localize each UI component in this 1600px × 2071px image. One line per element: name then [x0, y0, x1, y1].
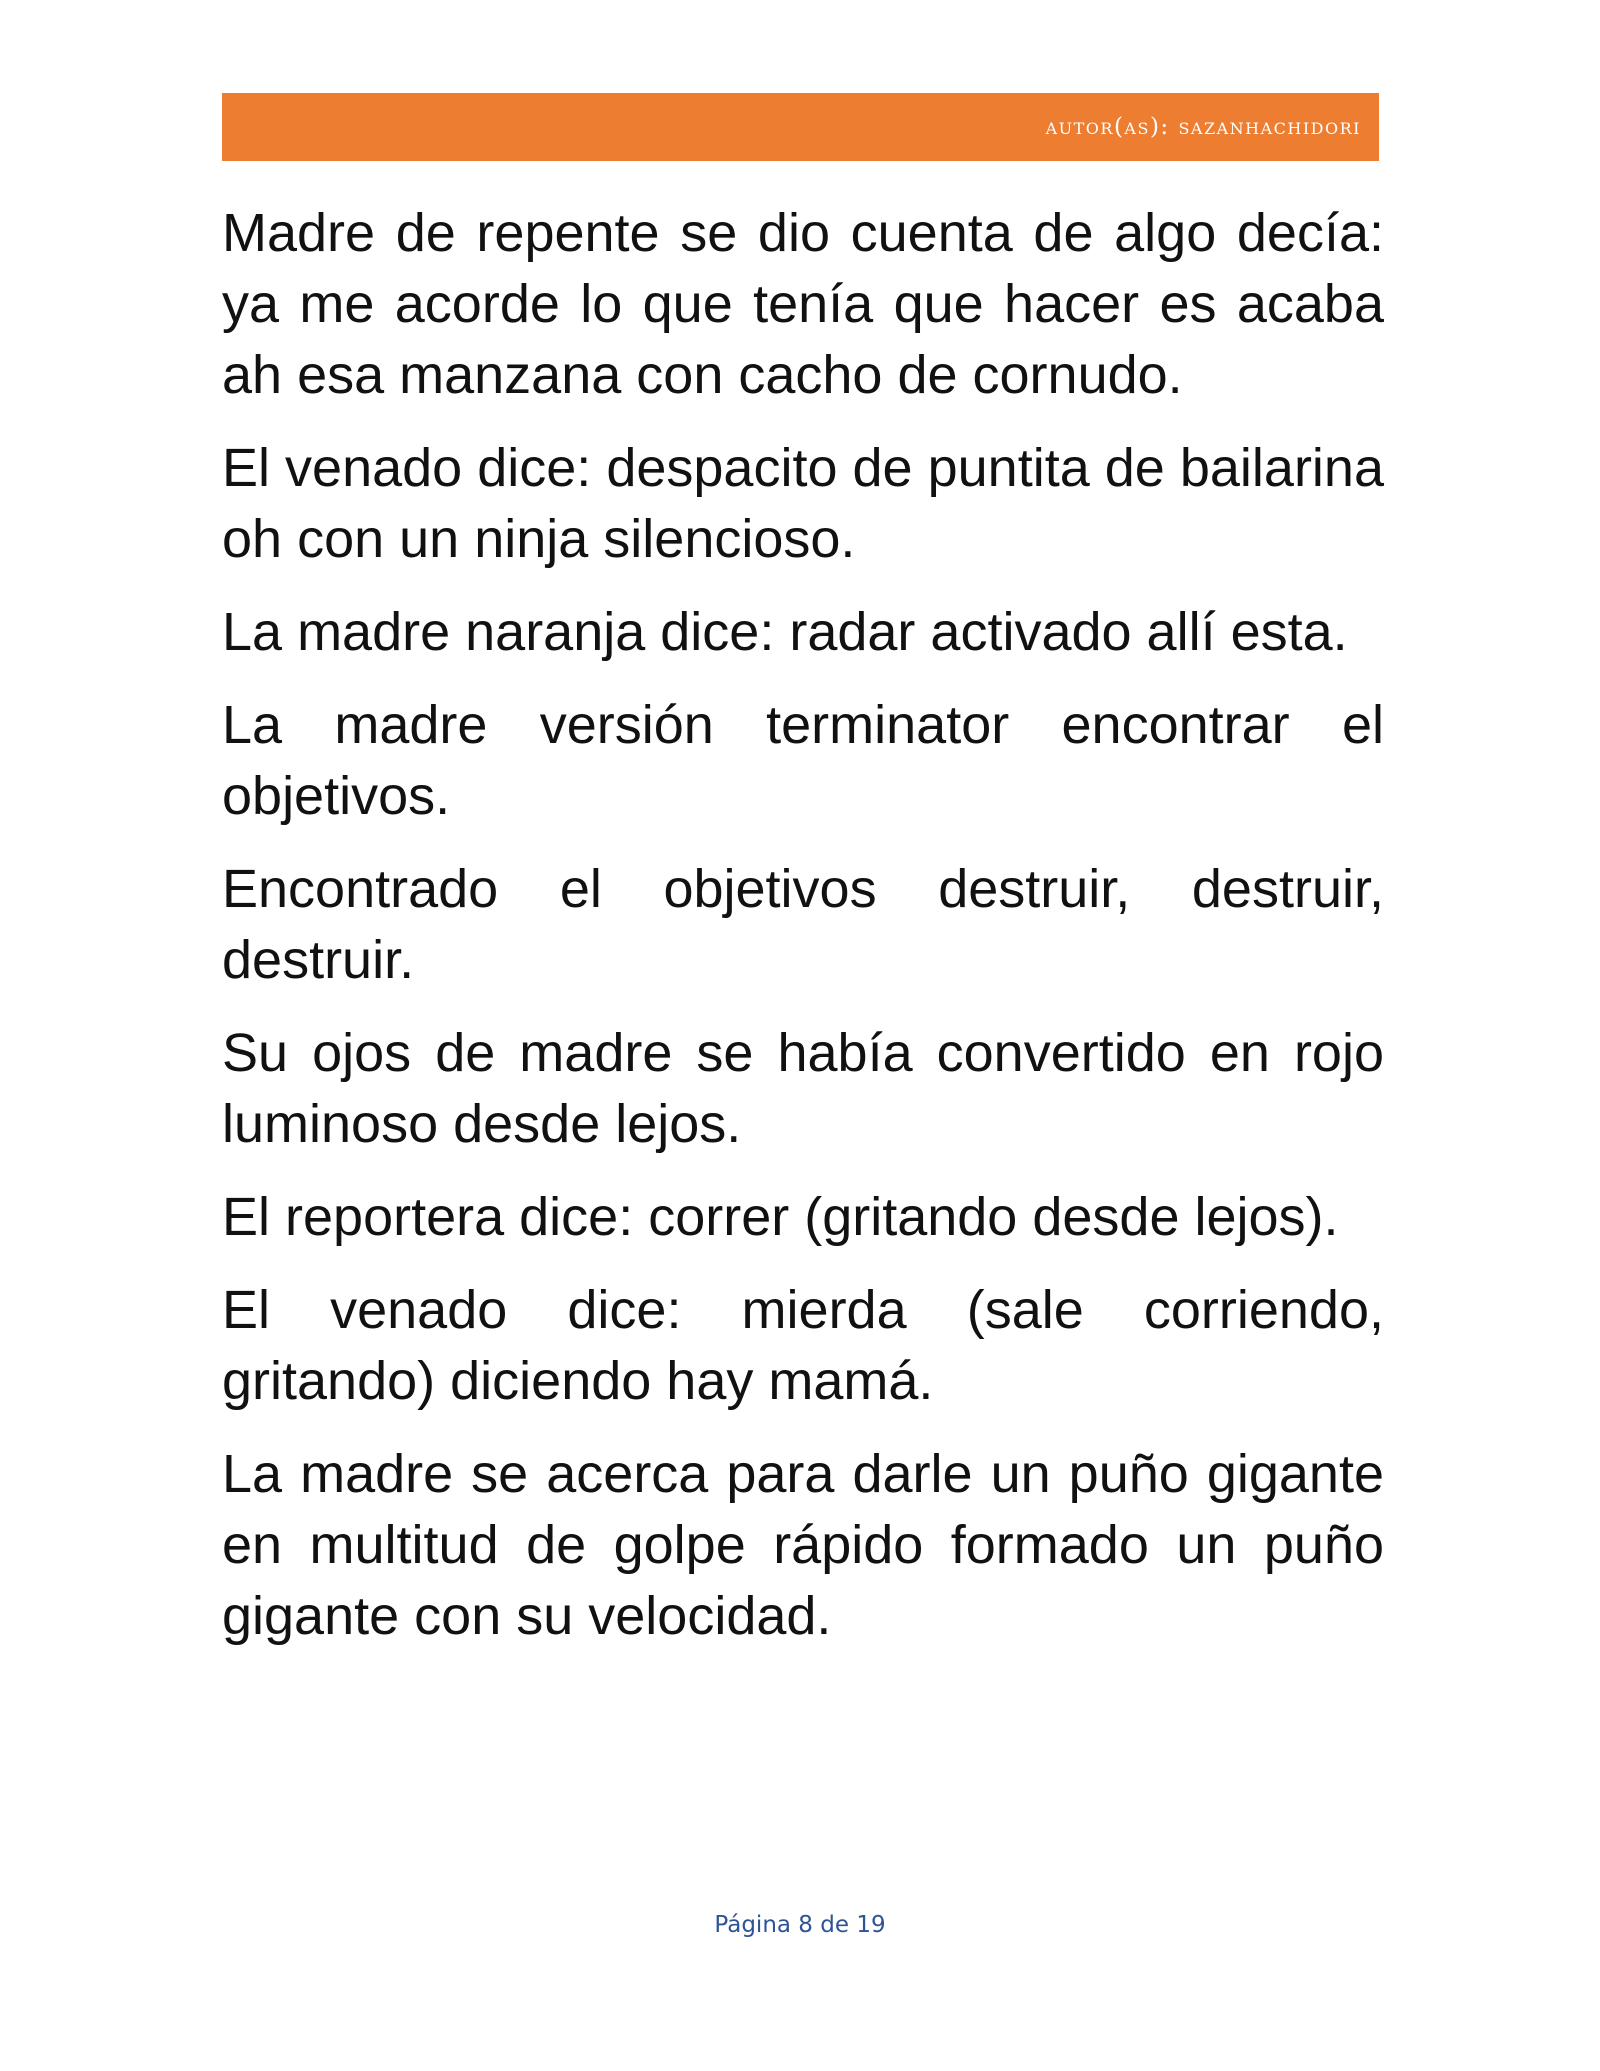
paragraph: El venado dice: despacito de puntita de bailarina oh con un ninja silencioso.: [222, 438, 1384, 569]
paragraph: Su ojos de madre se había convertido en rojo luminoso desde lejos.: [222, 1023, 1384, 1154]
page-number-footer: Página 8 de 19: [714, 1912, 886, 1938]
paragraph: Encontrado el objetivos destruir, destruir, destruir.: [222, 859, 1384, 990]
paragraph: La madre versión terminator encontrar el objetivos.: [222, 695, 1384, 826]
document-body: [222, 198, 1384, 1674]
paragraph: La madre naranja dice: radar activado allí esta.: [222, 602, 1348, 662]
paragraph: La madre se acerca para darle un puño gigante en multitud de golpe rápido formado un puño gigante con su velocidad.: [222, 1444, 1384, 1646]
author-header: autor(as): sazanhachidori: [1045, 114, 1361, 140]
paragraph: El reportera dice: correr (gritando desde lejos).: [222, 1187, 1339, 1247]
header-bar: [222, 93, 1379, 161]
paragraph: Madre de repente se dio cuenta de algo decía: ya me acorde lo que tenía que hacer es acaba ah esa manzana con cacho de cornudo.: [222, 203, 1384, 405]
paragraph: El venado dice: mierda (sale corriendo, gritando) diciendo hay mamá.: [222, 1280, 1384, 1411]
